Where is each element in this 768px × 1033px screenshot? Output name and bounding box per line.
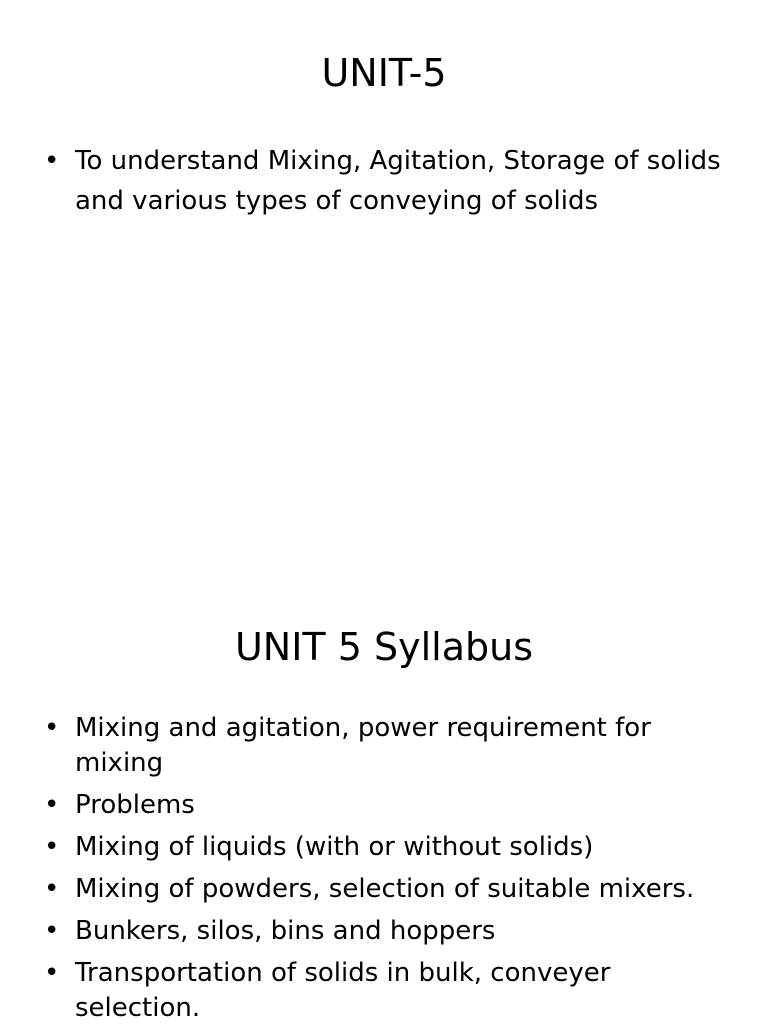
list-item (44, 788, 724, 823)
bullet-text: Transportation of solids in bulk, conveyer selection. (75, 958, 611, 1023)
slide-title: UNIT-5 (321, 51, 447, 95)
list-item (44, 956, 724, 1026)
list-item (44, 711, 724, 781)
bullet-text: Mixing of powders, selection of suitable mixers. (75, 874, 695, 904)
bullet-icon: • (44, 790, 60, 820)
bullet-text: Mixing and agitation, power requirement for mixing (75, 713, 651, 778)
bullet-text: Mixing of liquids (with or without solids) (75, 832, 594, 862)
bullet-icon: • (44, 832, 60, 862)
slide-unit-5-syllabus (0, 576, 768, 1024)
list-item (44, 830, 724, 865)
bullet-text: To understand Mixing, Agitation, Storage of solids and various types of conveying of solids (75, 146, 721, 216)
bullet-list (44, 711, 724, 1033)
slide-title: UNIT 5 Syllabus (234, 625, 533, 669)
list-item (44, 872, 724, 907)
list-item (44, 914, 724, 949)
bullet-icon: • (44, 713, 60, 743)
bullet-text: Bunkers, silos, bins and hoppers (75, 916, 496, 946)
bullet-icon: • (44, 874, 60, 904)
bullet-text: Problems (75, 790, 195, 820)
list-item (44, 141, 724, 221)
bullet-list (44, 141, 724, 228)
bullet-icon: • (44, 146, 60, 176)
bullet-icon: • (44, 916, 60, 946)
bullet-icon: • (44, 958, 60, 988)
